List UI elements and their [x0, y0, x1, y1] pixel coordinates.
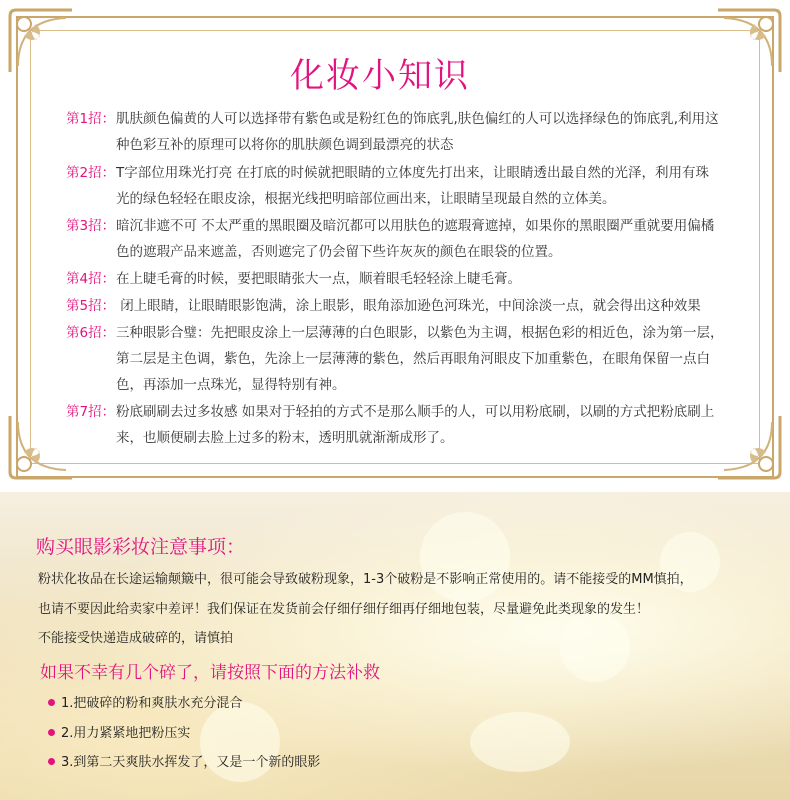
tip-label: 第1招：	[66, 111, 116, 127]
tip-label: 第5招：	[66, 298, 116, 314]
bullet-dot-icon	[48, 758, 55, 765]
remedy-step	[48, 722, 190, 741]
tip-text: 种色彩互补的原理可以将你的肌肤颜色调到最漂亮的状态	[116, 137, 454, 153]
tip-item	[66, 106, 756, 158]
tip-text: 来，也顺便刷去脸上过多的粉末，透明肌就渐渐成形了。	[116, 430, 454, 446]
tip-item	[66, 213, 756, 265]
tip-text: 色，再添加一点珠光，显得特别有神。	[116, 377, 346, 393]
notice-paragraph: 粉状化妆品在长途运输颠簸中，很可能会导致破粉现象，1-3个破粉是不影响正常使用的。请不能接受的MM慎拍，	[38, 572, 693, 587]
tip-text: 粉底刷刷去过多妆感 如果对于轻拍的方式不是那么顺手的人，可以用粉底刷，以刷的方式把粉底刷上	[116, 404, 715, 420]
tip-item	[66, 266, 756, 292]
tip-text: T字部位用珠光打亮 在打底的时候就把眼睛的立体度先打出来，让眼睛透出最自然的光泽，利用有珠	[116, 165, 710, 181]
bokeh-decoration	[560, 612, 630, 682]
bullet-dot-icon	[48, 699, 55, 706]
remedy-step-text: 3.到第二天爽肤水挥发了，又是一个新的眼影	[61, 755, 321, 770]
remedy-step	[48, 751, 320, 770]
page-title: 化妆小知识	[290, 56, 470, 96]
tip-label: 第2招：	[66, 165, 116, 181]
tip-item	[66, 320, 756, 398]
tip-item	[66, 293, 756, 319]
bokeh-decoration	[470, 712, 570, 772]
tip-text: 第二层是主色调，紫色，先涂上一层薄薄的紫色，然后再眼角河眼皮下加重紫色，在眼角保留一点白	[116, 351, 710, 367]
tip-label: 第3招：	[66, 218, 116, 234]
tip-text: 闭上眼睛，让眼睛眼影饱满，涂上眼影，眼角添加逊色河珠光，中间涂淡一点，就会得出这种效果	[116, 298, 701, 314]
bullet-dot-icon	[48, 729, 55, 736]
tip-text: 肌肤颜色偏黄的人可以选择带有紫色或是粉红色的饰底乳,肤色偏红的人可以选择绿色的饰底乳,利用这	[116, 111, 719, 127]
tip-text: 色的遮瑕产品来遮盖，否则遮完了仍会留下些许灰灰的颜色在眼袋的位置。	[116, 244, 562, 260]
notice-paragraph: 也请不要因此给卖家中差评！我们保证在发货前会仔细仔细仔细再仔细地包装，尽量避免此类现象的发生！	[38, 602, 650, 617]
remedy-step-text: 2.用力紧紧地把粉压实	[61, 726, 191, 741]
remedy-heading: 如果不幸有几个碎了，请按照下面的方法补救	[40, 663, 380, 683]
tip-text: 在上睫毛膏的时候，要把眼睛张大一点，顺着眼毛轻轻涂上睫毛膏。	[116, 271, 521, 287]
notice-paragraph: 不能接受快递造成破碎的，请慎拍	[38, 631, 234, 646]
tip-label: 第6招：	[66, 325, 116, 341]
bokeh-decoration	[200, 702, 280, 782]
tip-item	[66, 160, 756, 212]
tip-text: 三种眼影合璧：先把眼皮涂上一层薄薄的白色眼影，以紫色为主调，根据色彩的相近色，涂为第一层，	[116, 325, 724, 341]
tip-label: 第4招：	[66, 271, 116, 287]
tip-text: 光的绿色轻轻在眼皮涂，根据光线把明暗部位画出来，让眼睛呈现最自然的立体美。	[116, 191, 616, 207]
remedy-step	[48, 692, 242, 711]
tip-text: 暗沉非遮不可 不太严重的黑眼圈及暗沉都可以用肤色的遮瑕膏遮掉，如果你的黑眼圈严重就要用偏橘	[116, 218, 715, 234]
notice-section	[0, 492, 790, 800]
remedy-step-text: 1.把破碎的粉和爽肤水充分混合	[61, 696, 243, 711]
tip-label: 第7招：	[66, 404, 116, 420]
tip-item	[66, 399, 756, 451]
notice-heading: 购买眼影彩妆注意事项：	[36, 536, 246, 558]
